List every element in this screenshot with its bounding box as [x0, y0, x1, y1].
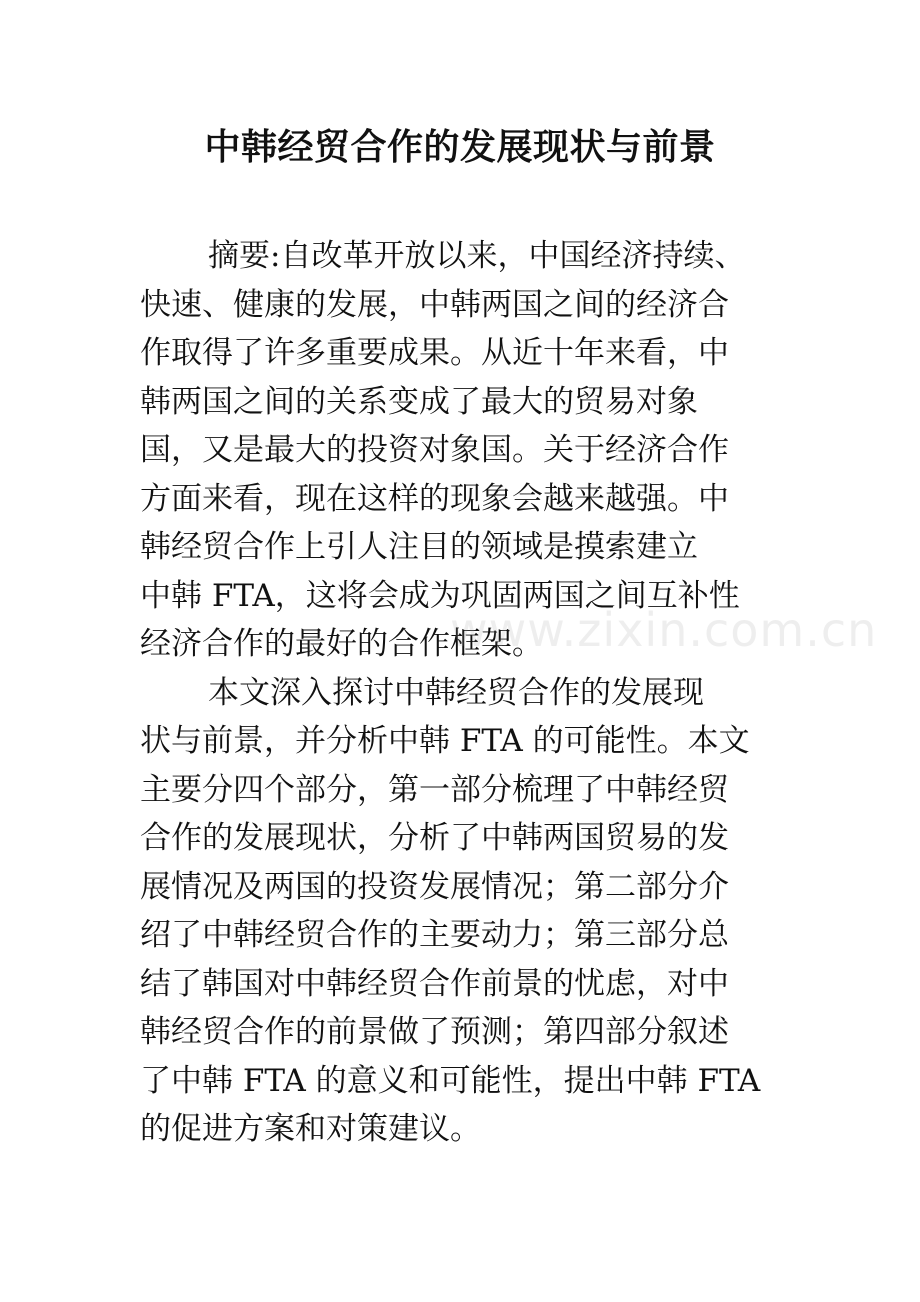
paragraph-1-line-7: 韩经贸合作上引人注目的领域是摸索建立 — [140, 529, 698, 565]
paragraph-2-line-7: 结了韩国对中韩经贸合作前景的忧虑，对中 — [140, 965, 729, 1002]
paragraph-2-line-8: 韩经贸合作的前景做了预测；第四部分叙述 — [140, 1014, 729, 1050]
paragraph-1-line-5: 国，又是最大的投资对象国。关于经济合作 — [140, 432, 729, 468]
paragraph-1-line-9: 经济合作的最好的合作框架。 — [140, 626, 543, 662]
document-title: 中韩经贸合作的发展现状与前景 — [204, 127, 716, 168]
paragraph-1-line-2: 快速、健康的发展，中韩两国之间的经济合 — [140, 286, 729, 323]
watermark: www.zixin.com.cn — [450, 603, 878, 657]
paragraph-2-line-3: 主要分四个部分，第一部分梳理了中韩经贸 — [140, 771, 729, 808]
paragraph-1-line-8: 中韩 FTA，这将会成为巩固两国之间互补性 — [140, 577, 740, 614]
paragraph-2-line-5: 展情况及两国的投资发展情况；第二部分介 — [140, 868, 729, 905]
paragraph-1-line-4: 韩两国之间的关系变成了最大的贸易对象 — [140, 383, 698, 420]
paragraph-1-line-1: 摘要:自改革开放以来，中国经济持续、 — [208, 238, 746, 274]
paragraph-2-line-10: 的促进方案和对策建议。 — [140, 1111, 481, 1147]
paragraph-1-line-3: 作取得了许多重要成果。从近十年来看，中 — [140, 335, 729, 371]
paragraph-2-line-6: 绍了中韩经贸合作的主要动力；第三部分总 — [140, 917, 729, 953]
paragraph-2-line-9: 了中韩 FTA 的意义和可能性，提出中韩 FTA — [140, 1062, 761, 1099]
paragraph-2-line-4: 合作的发展现状，分析了中韩两国贸易的发 — [140, 820, 729, 856]
document-body — [140, 232, 800, 1154]
paragraph-1-line-6: 方面来看，现在这样的现象会越来越强。中 — [140, 480, 729, 517]
paragraph-2-line-1: 本文深入探讨中韩经贸合作的发展现 — [208, 674, 704, 711]
paragraph-2-line-2: 状与前景，并分析中韩 FTA 的可能性。本文 — [140, 723, 750, 759]
